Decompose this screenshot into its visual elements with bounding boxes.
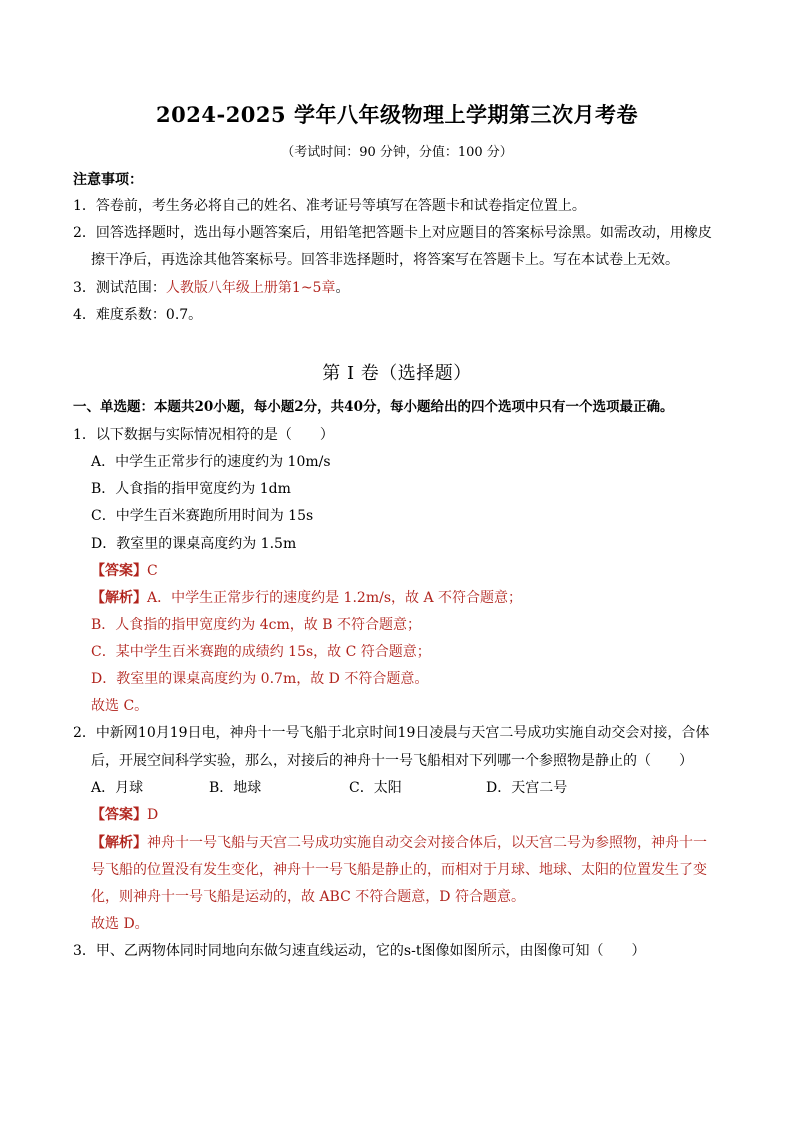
q2-conclusion: 故选 D。	[91, 916, 149, 932]
notice-2: 2．回答选择题时，选出每小题答案后，用铅笔把答题卡上对应题目的答案标号涂黑。如需改动，用橡皮	[73, 225, 712, 241]
notice-3	[73, 279, 349, 297]
q1-analysis-4: D．教室里的课桌高度约为 0.7m，故 D 不符合题意。	[91, 671, 429, 687]
exam-subtitle: （考试时间：90 分钟，分值：100 分）	[281, 145, 513, 160]
q2-option-c: C．太阳	[349, 780, 402, 796]
q2-answer	[91, 806, 158, 824]
q2-analysis-text-1: 神舟十一号飞船与天宫二号成功实施自动交会对接合体后，以天宫二号为参照物，神舟十一	[147, 835, 707, 851]
q1-analysis-text-1: A．中学生正常步行的速度约是 1.2m/s，故 A 不符合题意；	[147, 590, 523, 606]
q1-option-d: D．教室里的课桌高度约为 1.5m	[91, 536, 297, 552]
notice-heading: 注意事项：	[73, 172, 143, 188]
q1-answer-tag: 【答案】	[91, 563, 147, 579]
exam-title: 2024-2025 学年八年级物理上学期第三次月考卷	[156, 102, 638, 127]
q2-analysis-tag: 【解析】	[91, 835, 147, 851]
q1-option-b: B．人食指的指甲宽度约为 1dm	[91, 481, 291, 497]
notice-3-prefix: 3．测试范围：	[73, 280, 166, 296]
q3-stem: 3．甲、乙两物体同时同地向东做匀速直线运动，它的s-t图像如图所示，由图像可知（ ）	[73, 943, 646, 959]
q2-answer-tag: 【答案】	[91, 807, 147, 823]
q1-option-c: C．中学生百米赛跑所用时间为 15s	[91, 508, 314, 524]
q1-analysis-1	[91, 589, 522, 607]
q2-stem-2: 后，开展空间科学实验，那么，对接后的神舟十一号飞船相对下列哪一个参照物是静止的（ ）	[91, 753, 693, 769]
notice-2-continued: 擦干净后，再选涂其他答案标号。回答非选择题时，将答案写在答题卡上。写在本试卷上无效。	[91, 252, 679, 268]
q2-answer-value: D	[147, 807, 159, 823]
q2-analysis-1	[91, 834, 707, 852]
q2-analysis-2: 号飞船的位置没有发生变化，神舟十一号飞船是静止的，而相对于月球、地球、太阳的位置发生了变	[91, 862, 707, 878]
q1-conclusion: 故选 C。	[91, 698, 149, 714]
notice-4: 4．难度系数：0.7。	[73, 307, 203, 323]
q1-answer	[91, 562, 158, 580]
q2-analysis-3: 化，则神舟十一号飞船是运动的，故 ABC 不符合题意，D 符合题意。	[91, 889, 525, 905]
q1-analysis-3: C．某中学生百米赛跑的成绩约 15s，故 C 符合题意；	[91, 644, 431, 660]
notice-3-suffix: 。	[335, 280, 350, 296]
q1-analysis-tag: 【解析】	[91, 590, 147, 606]
q1-stem: 1．以下数据与实际情况相符的是（ ）	[73, 427, 334, 443]
section-title: 第 I 卷（选择题）	[322, 363, 472, 384]
q2-option-a: A．月球	[91, 780, 144, 796]
q2-option-b: B．地球	[209, 780, 262, 796]
q1-answer-value: C	[147, 563, 158, 579]
notice-1: 1．答卷前，考生务必将自己的姓名、准考证号等填写在答题卡和试卷指定位置上。	[73, 198, 586, 214]
notice-3-range: 人教版八年级上册第1~5章	[165, 280, 336, 296]
part-heading: 一、单选题：本题共20小题，每小题2分，共40分，每小题给出的四个选项中只有一个选项最正确。	[73, 399, 674, 415]
q1-option-a: A．中学生正常步行的速度约为 10m/s	[91, 454, 331, 470]
q2-stem-1: 2．中新网10月19日电，神舟十一号飞船于北京时间19日凌晨与天宫二号成功实施自动交会对接，合体	[73, 725, 710, 741]
q2-option-d: D．天宫二号	[486, 780, 568, 796]
q1-analysis-2: B．人食指的指甲宽度约为 4cm，故 B 不符合题意；	[91, 617, 421, 633]
